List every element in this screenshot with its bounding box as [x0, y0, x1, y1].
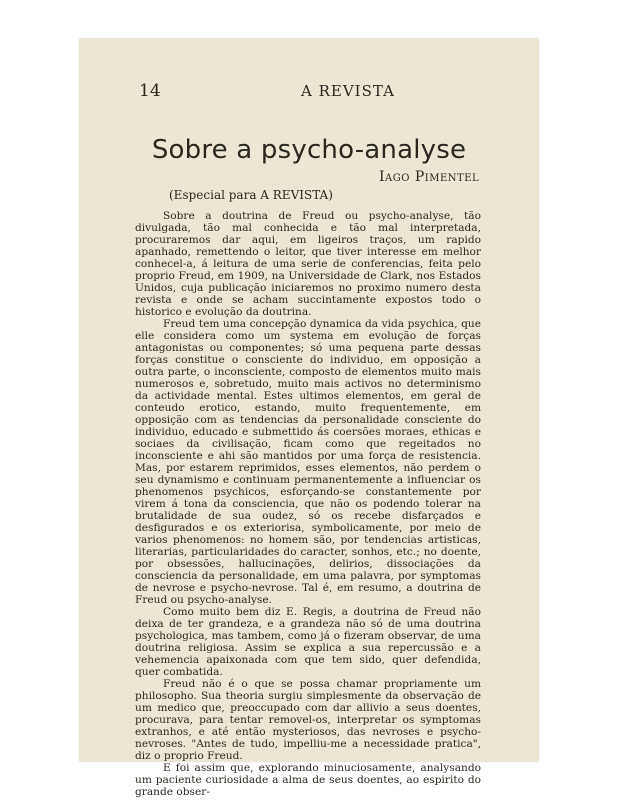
- article-title: Sobre a psycho-analyse: [151, 135, 467, 166]
- article-author: Iago Pimentel: [379, 169, 480, 185]
- paragraph: E foi assim que, explorando minuciosamente, analysando um paciente curiosidade a alma de seus doentes, ao espirito do grande obser-: [135, 762, 481, 798]
- page-number: 14: [139, 81, 161, 101]
- article-subtitle: (Especial para A REVISTA): [169, 188, 333, 202]
- book-page: [79, 38, 539, 798]
- paragraph: Freud não é o que se possa chamar propriamente um philosopho. Sua theoria surgiu simplesmente da observação de um medico que, preoccupado com dar allivio a seus doentes, procurava, para tentar removel-os, interpretar os symptomas extranhos, e até então mysteriosos, das nevroses e psycho-nevroses. "Antes de tudo, impelliu-me a necessidade pratica", diz o proprio Freud.: [135, 678, 481, 762]
- running-head: A REVISTA: [301, 82, 395, 100]
- article-body: [135, 210, 481, 798]
- paragraph: Como muito bem diz E. Regis, a doutrina de Freud não deixa de ter grandeza, e a grandeza não só de uma doutrina psychologica, mas tambem, como já o fizeram observar, de uma doutrina religiosa. Assim se explica a sua repercussão e a vehemencia apaixonada com que tem sido, quer defendida, quer combatida.: [135, 606, 481, 678]
- paragraph: Freud tem uma concepção dynamica da vida psychica, que elle considera como um systema em evolução de forças antagonistas ou componentes; só uma pequena parte dessas forças constitue o consciente do individuo, em opposição a outra parte, o inconsciente, composto de elementos muito mais numerosos e, sobretudo, muito mais activos no determinismo da actividade mental. Estes ultimos elementos, em geral de conteudo erotico, estando, muito frequentemente, em opposição com as tendencias da personalidade consciente do individuo, educado e submettido ás coersões moraes, ethicas e sociaes da civilisação, ficam como que regeitados no inconsciente e ahi são mantidos por uma força de resistencia. Mas, por estarem reprimidos, esses elementos, não perdem o seu dynamismo e continuam permanentemente a influenciar os phenomenos psychicos, esforçando-se constantemente por virem á tona da consciencia, que não os podendo tolerar na brutalidade de sua oudez, só os recebe disfarçados e desfigurados e os exteriorisa, symbolicamente, por meio de varios phenomenos: no homem são, por tendencias artisticas, literarias, particularidades do caracter, sonhos, etc.; no doente, por obsessões, hallucinações, delirios, dissociações da consciencia da personalidade, em uma palavra, por symptomas de nevrose e psycho-nevrose. Tal é, em resumo, a doutrina de Freud ou psycho-analyse.: [135, 318, 481, 606]
- page-header: [79, 81, 539, 105]
- paragraph: Sobre a doutrina de Freud ou psycho-analyse, tão divulgada, tão mal conhecida e tão mal interpretada, procuraremos dar aqui, em ligeiros traços, um rapido apanhado, remettendo o leitor, que tiver interesse em melhor conhecel-a, á leitura de uma serie de conferencias, feita pelo proprio Freud, em 1909, na Universidade de Clark, nos Estados Unidos, cuja publicação iniciaremos no proximo numero desta revista e onde se acham succintamente expostos todo o historico e evolução da doutrina.: [135, 210, 481, 318]
